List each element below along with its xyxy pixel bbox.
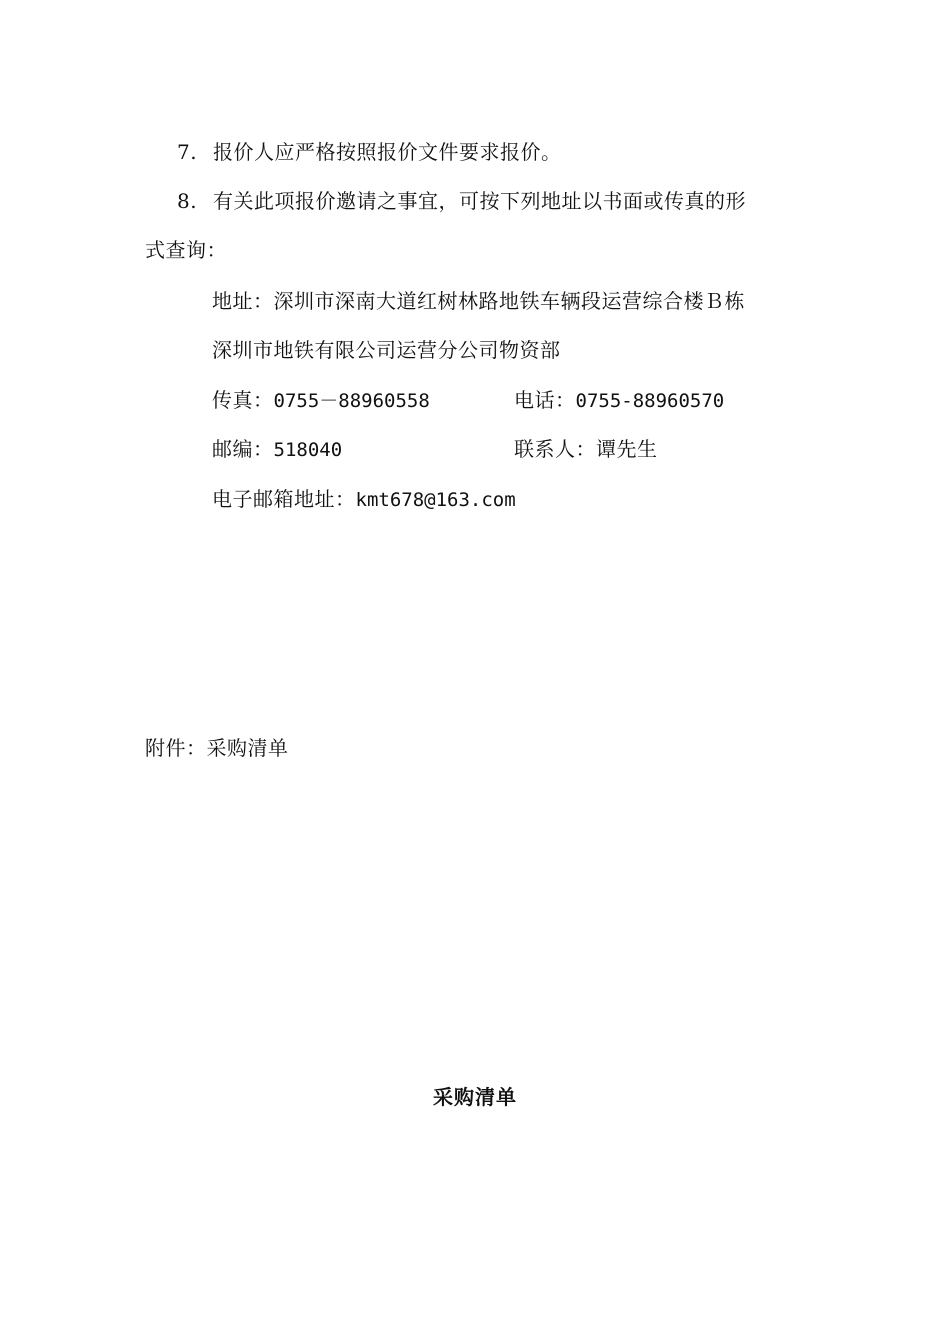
contact-email bbox=[212, 485, 516, 514]
contact-address: 地址：深圳市深南大道红树林路地铁车辆段运营综合楼Ｂ栋 bbox=[212, 289, 745, 313]
item-8-continuation: 式查询： bbox=[145, 238, 227, 262]
contact-postcode bbox=[212, 435, 342, 464]
item-8 bbox=[177, 187, 746, 215]
fax-value: 0755－88960558 bbox=[273, 390, 430, 412]
email-value: kmt678@163.com bbox=[355, 489, 516, 511]
contact-fax bbox=[212, 386, 430, 415]
fax-label: 传真： bbox=[212, 388, 274, 412]
phone-value: 0755-88960570 bbox=[575, 390, 725, 412]
item-8-number: 8. bbox=[177, 189, 198, 213]
contact-phone bbox=[514, 386, 724, 415]
item-8-text: 有关此项报价邀请之事宜，可按下列地址以书面或传真的形 bbox=[213, 189, 746, 213]
item-7-text: 报价人应严格按照报价文件要求报价。 bbox=[213, 140, 562, 164]
section-title: 采购清单 bbox=[433, 1085, 517, 1109]
item-7 bbox=[177, 138, 562, 166]
item-7-number: 7. bbox=[177, 140, 198, 164]
postcode-value: 518040 bbox=[273, 439, 343, 461]
phone-label: 电话： bbox=[514, 388, 576, 412]
email-label: 电子邮箱地址： bbox=[212, 487, 356, 511]
contact-person: 联系人：谭先生 bbox=[514, 437, 658, 461]
postcode-label: 邮编： bbox=[212, 437, 274, 461]
contact-department: 深圳市地铁有限公司运营分公司物资部 bbox=[212, 338, 561, 362]
attachment-note: 附件：采购清单 bbox=[145, 736, 289, 760]
